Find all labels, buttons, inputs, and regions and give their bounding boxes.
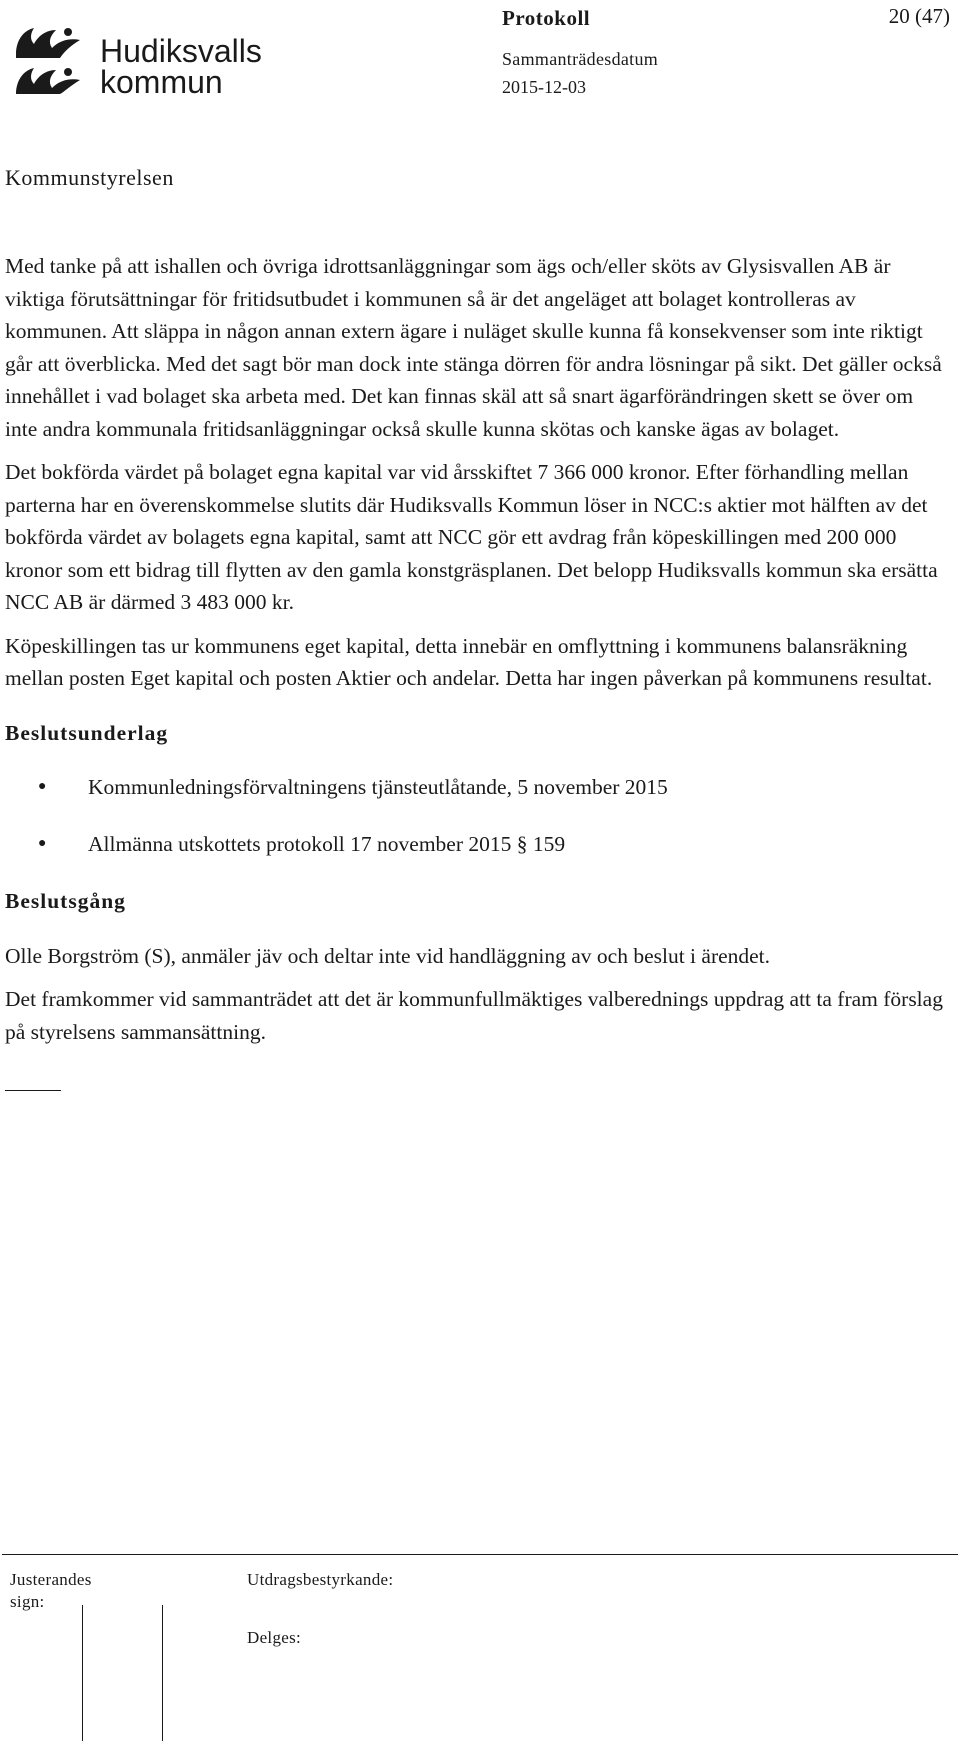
organization-name: Kommunstyrelsen: [5, 165, 174, 190]
separator-line: [5, 1090, 61, 1091]
body-paragraph-1: Med tanke på att ishallen och övriga idrottsanläggningar som ägs och/eller sköts av Glysisvallen AB är viktiga förutsättningar för fritidsutbudet i kommunen så är det angeläget att bolaget kontrolleras av kommunen. Att släppa in någon annan extern ägare i nuläget skulle kunna få konsekvenser som inte riktigt går att överblicka. Med det sagt bör man dock inte stänga dörren för andra lösningar på sikt. Det gäller också innehållet i vad bolaget ska arbeta med. Det kan finnas skäl att så snart ägarförändringen skett se över om inte andra kommunala fritidsanläggningar också skulle kunna skötas och kanske ägas av bolaget.: [5, 254, 942, 441]
beslutsgang-paragraph-2: Det framkommer vid sammanträdet att det är kommunfullmäktiges valberednings uppdrag att ta fram förslag på styrelsens sammansättning.: [5, 987, 943, 1044]
body-paragraph-3: Köpeskillingen tas ur kommunens eget kapital, detta innebär en omflyttning i kommunens balansräkning mellan posten Eget kapital och posten Aktier och andelar. Detta har ingen påverkan på kommunens resultat.: [5, 633, 933, 690]
delges-label: Delges:: [247, 1628, 302, 1647]
logo-line1: Hudiksvalls: [100, 33, 262, 69]
beslutsgang-paragraph-1: Olle Borgström (S), anmäler jäv och deltar inte vid handläggning av och beslut i ärendet.: [5, 943, 771, 968]
list-item: ● Kommunledningsförvaltningens tjänsteutlåtande, 5 november 2015: [5, 771, 950, 803]
signature-divider: [82, 1605, 83, 1741]
body-paragraph-2: Det bokförda värdet på bolaget egna kapital var vid årsskiftet 7 366 000 kronor. Efter förhandling mellan parterna har en överenskommelse slutits där Hudiksvalls Kommun löser in NCC:s aktier mot hälften av det bokförda värdet av bolagets egna kapital, samt att NCC gör ett avdrag från köpeskillingen med 200 000 kronor som ett bidrag till flytten av den gamla konstgräsplanen. Det belopp Hudiksvalls kommun ska ersätta NCC AB är därmed 3 483 000 kr.: [5, 460, 938, 614]
meeting-date-label: Sammanträdesdatum: [502, 49, 659, 69]
protocol-title: Protokoll: [502, 6, 591, 30]
meeting-date: 2015-12-03: [502, 77, 586, 97]
beslutsunderlag-list: [5, 771, 950, 860]
beslutsunderlag-heading: Beslutsunderlag: [5, 720, 169, 745]
signature-footer: [2, 1554, 958, 1741]
goat-emblem-icon: [10, 18, 88, 96]
list-item: ● Allmänna utskottets protokoll 17 november 2015 § 159: [5, 828, 950, 860]
justerandes-sign-label: Justerandes sign:: [10, 1570, 92, 1611]
utdragsbestyrkande-label: Utdragsbestyrkande:: [247, 1570, 394, 1589]
signature-divider: [162, 1605, 163, 1741]
document-body: [5, 250, 950, 1091]
beslutsgang-heading: Beslutsgång: [5, 889, 126, 913]
page-number: 20 (47): [888, 4, 950, 28]
hudiksvall-logo: [10, 14, 260, 98]
logo-line2: kommun: [100, 64, 223, 100]
logo-wordmark: [100, 33, 262, 100]
